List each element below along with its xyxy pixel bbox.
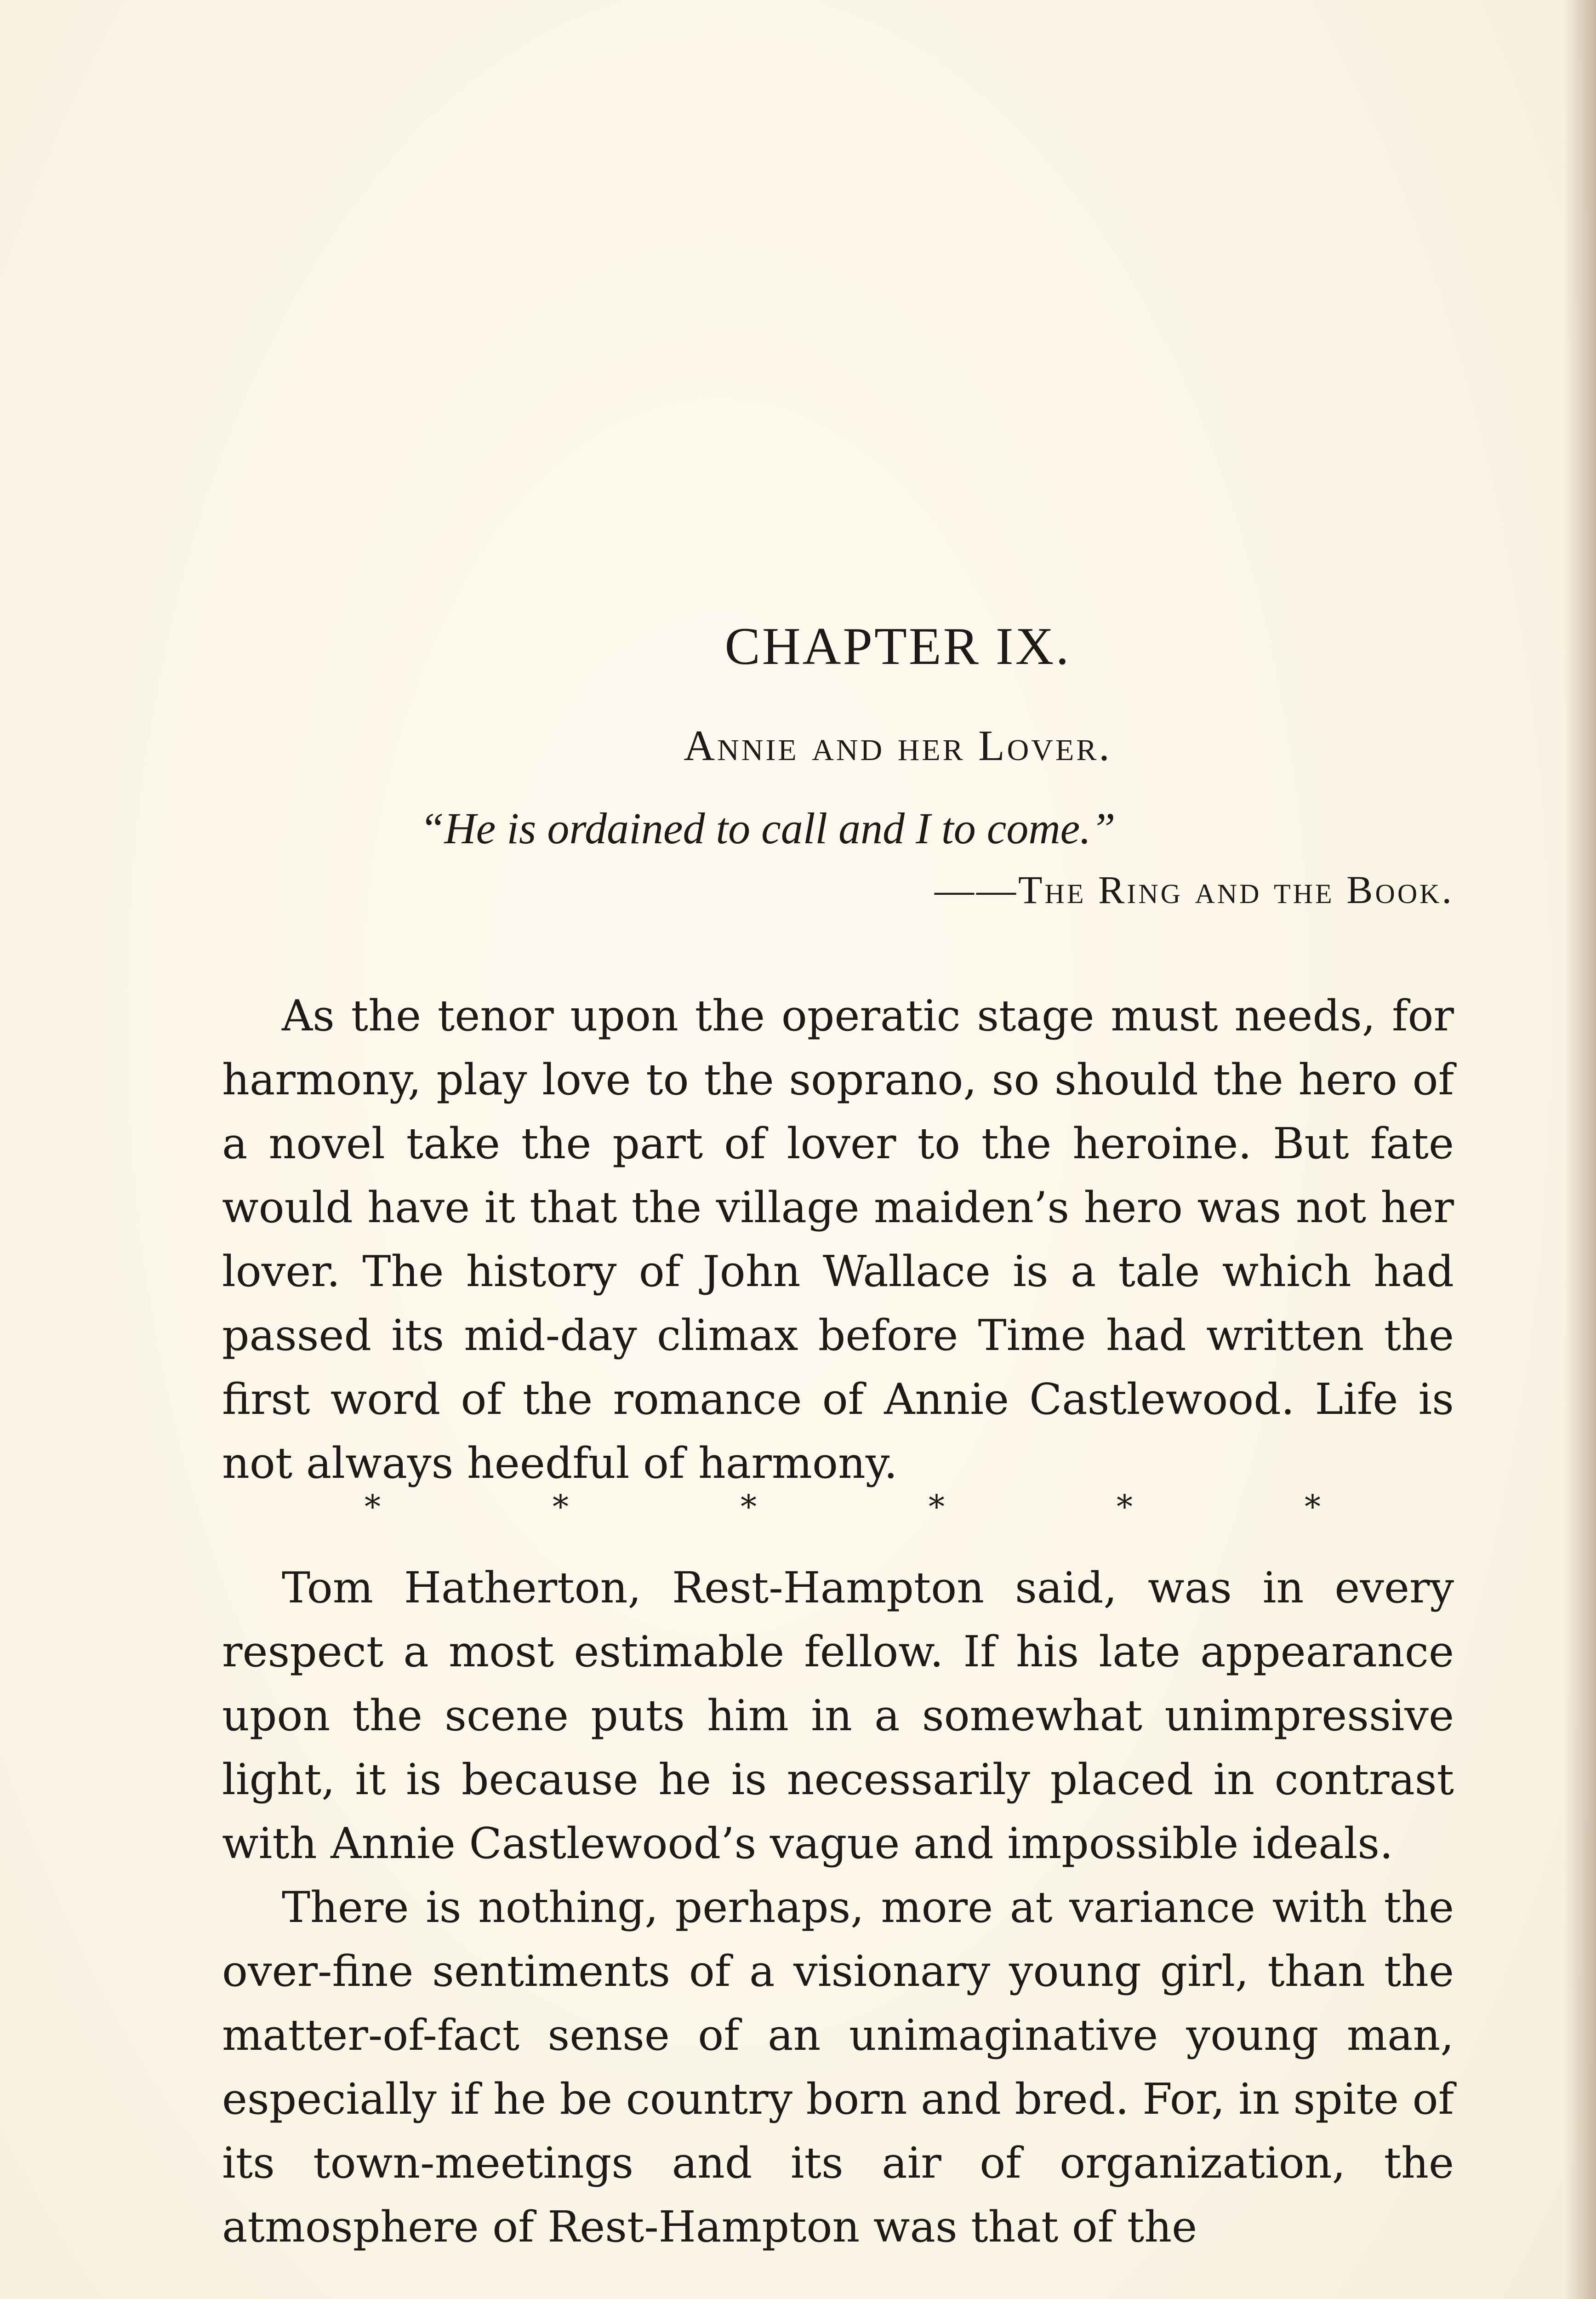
binding-edge bbox=[1564, 0, 1596, 2299]
asterisk: * bbox=[1305, 1488, 1321, 1526]
paragraph-3: There is nothing, perhaps, more at variance with the over-fine sentiments of a visionary young girl, than the matter-of-fact sense of an unimaginative young man, especially if he be country born and bred. For, in spite of its town-meetings and its air of organization, the atmosphere of Rest-Hampton was that of the bbox=[222, 1882, 1454, 2252]
epigraph-source: ——The Ring and the Book. bbox=[935, 868, 1454, 912]
asterisk: * bbox=[1117, 1488, 1133, 1526]
paragraph-1: As the tenor upon the operatic stage must needs, for harmony, play love to the soprano, so should the hero of a novel take the part of lover to the heroine. But fate would have it that the village maiden’s hero was not her lover. The history of John Wallace is a tale which had passed its mid-day climax before Time had written the first word of the romance of Annie Castlewood. Life is not always heedful of harmony. bbox=[222, 991, 1454, 1488]
text-block bbox=[222, 616, 1454, 2259]
asterisk: * bbox=[929, 1488, 945, 1526]
asterisk: * bbox=[553, 1488, 569, 1526]
paragraph-2: Tom Hatherton, Rest-Hampton said, was in every respect a most estimable fellow. If his late appearance upon the scene puts him in a somewhat unimpressive light, it is because he is necessarily placed in contrast with Annie Castlewood’s vague and impossible ideals. bbox=[222, 1563, 1454, 1868]
section-break bbox=[222, 1488, 1454, 1526]
chapter-subtitle: Annie and her Lover. bbox=[684, 722, 1112, 770]
asterisk: * bbox=[365, 1488, 381, 1526]
asterisk: * bbox=[741, 1488, 757, 1526]
epigraph: “He is ordained to call and I to come.” bbox=[420, 804, 1116, 853]
chapter-title: CHAPTER IX. bbox=[724, 617, 1071, 676]
